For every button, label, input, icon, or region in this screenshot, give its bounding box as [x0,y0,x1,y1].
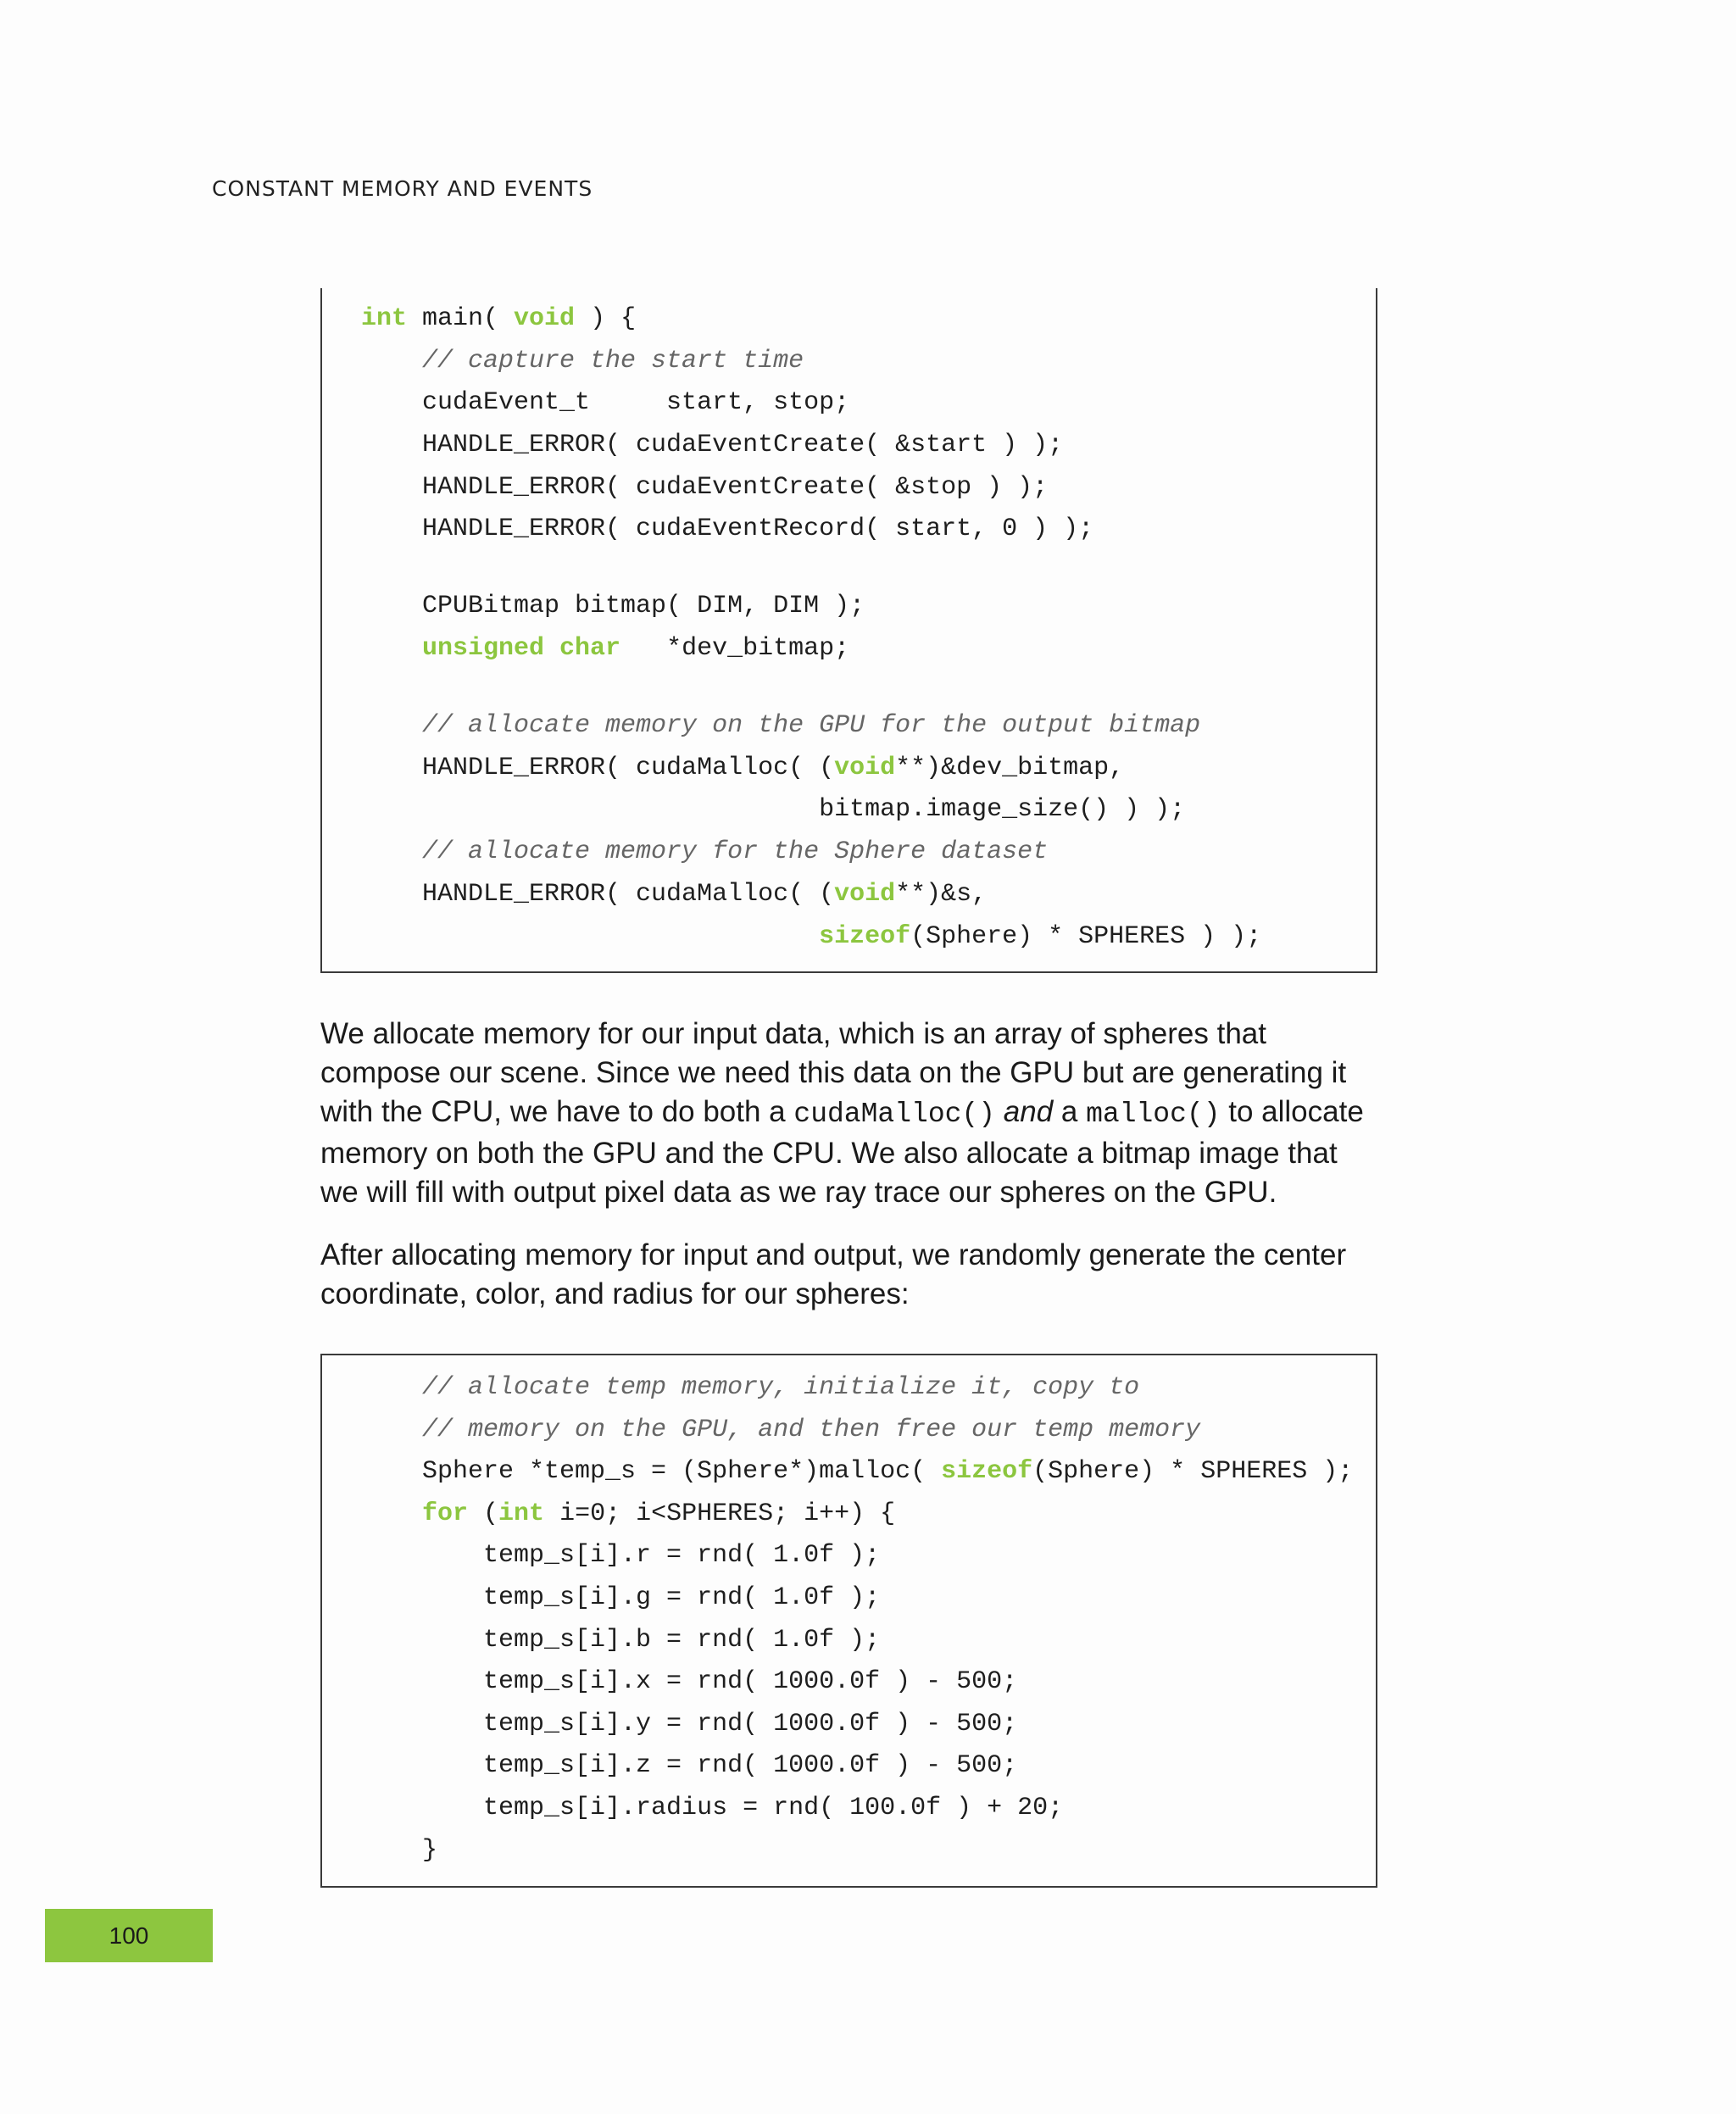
code-keyword: int [498,1499,545,1528]
running-head: CONSTANT MEMORY AND EVENTS [212,176,593,201]
code-text: (Sphere) * SPHERES ) ); [910,922,1262,951]
code-text: temp_s[i].z = rnd( 1000.0f ) - 500; [361,1751,1018,1781]
code-line [361,1709,1017,1739]
code-line [361,921,1261,952]
code-line [361,1583,880,1613]
code-comment: // memory on the GPU, and then free our temp memory [361,1415,1201,1444]
code-line [361,1499,895,1529]
code-text: temp_s[i].x = rnd( 1000.0f ) - 500; [361,1667,1018,1697]
code-comment: // capture the start time [361,347,804,376]
code-block-temp-spheres [320,1354,1377,1888]
code-comment: // allocate memory on the GPU for the output bitmap [361,711,1201,740]
paragraph-memory-allocation [320,1015,1380,1212]
code-comment: // allocate temp memory, initialize it, copy to [361,1373,1140,1402]
code-text: ( [468,1499,499,1528]
paragraph-text [995,1095,1004,1128]
code-line [361,1793,1063,1823]
code-text [361,922,819,951]
code-line [361,794,1185,825]
code-text [361,1499,422,1528]
code-line [361,710,1200,741]
code-text: i=0; i<SPHERES; i++) { [544,1499,896,1528]
code-text: Sphere *temp_s = (Sphere*)malloc( [361,1457,942,1487]
code-keyword: sizeof [941,1457,1033,1487]
code-text [361,634,422,663]
code-keyword: void [834,880,896,909]
code-text: HANDLE_ERROR( cudaMalloc( ( [361,754,835,782]
paragraph-random-generation: After allocating memory for input and output, we randomly generate the center coordinate, color, and radius for our spheres: [320,1238,1347,1310]
code-comment: // allocate memory for the Sphere dataset [361,837,1049,866]
code-line [361,1666,1017,1697]
code-text: **)&s, [895,880,988,909]
code-text: temp_s[i].g = rnd( 1.0f ); [361,1583,881,1612]
code-block-main [320,288,1377,973]
code-keyword: void [514,304,576,333]
code-line [361,346,804,376]
code-line [361,1540,880,1571]
code-line [361,514,1093,544]
code-text: temp_s[i].b = rnd( 1.0f ); [361,1625,881,1655]
code-text: HANDLE_ERROR( cudaEventRecord( start, 0 ) ); [361,515,1094,543]
code-line [361,1750,1017,1781]
code-text: CPUBitmap bitmap( DIM, DIM ); [361,592,865,620]
code-keyword: sizeof [819,922,911,951]
code-text: HANDLE_ERROR( cudaMalloc( ( [361,880,835,909]
code-text: temp_s[i].r = rnd( 1.0f ); [361,1541,881,1571]
code-keyword: void [834,754,896,782]
emphasis-and: and [1003,1095,1054,1128]
code-text: (Sphere) * SPHERES ); [1032,1457,1354,1487]
code-line [361,591,865,621]
code-line [361,472,1048,503]
code-text: HANDLE_ERROR( cudaEventCreate( &start ) ); [361,431,1064,459]
code-text: temp_s[i].y = rnd( 1000.0f ) - 500; [361,1709,1018,1738]
code-line [361,1415,1200,1445]
code-keyword: unsigned char [422,634,621,663]
inline-code-malloc: malloc() [1086,1099,1221,1130]
code-text: main( [407,304,515,333]
inline-code-cudamalloc: cudaMalloc() [793,1099,996,1130]
code-line [361,430,1063,460]
code-keyword: for [422,1499,469,1528]
code-text: HANDLE_ERROR( cudaEventCreate( &stop ) ); [361,473,1049,502]
code-text: } [361,1835,438,1865]
paragraph-text: a [1053,1095,1087,1128]
code-text: **)&dev_bitmap, [895,754,1125,782]
code-text: bitmap.image_size() ) ); [361,795,1186,824]
code-keyword: int [361,304,408,333]
code-line [361,837,1048,867]
code-text: cudaEvent_t start, stop; [361,388,850,417]
paragraph-text: to allocate memory on both the GPU and the CPU. We also allocate a bitmap image that we will fill with output pixel data as we ray trace our spheres on the GPU. [320,1095,1364,1209]
code-line [361,879,987,910]
code-text: ) { [575,304,637,333]
code-text: temp_s[i].radius = rnd( 100.0f ) + 20; [361,1794,1064,1822]
code-line [361,303,636,334]
code-line [361,633,849,664]
code-line [361,1372,1139,1403]
code-line [361,1835,437,1866]
code-line [361,753,1124,783]
page-number-tab [45,1909,213,1962]
code-text: *dev_bitmap; [620,634,850,663]
page-number: 100 [108,1922,149,1949]
paragraph-text: We allocate memory for our input data, which is an array of spheres that compose our scene. Since we need this data on the GPU but are generating it with the CPU, we have to do both a [320,1017,1347,1128]
code-line [361,1625,880,1655]
code-line [361,387,849,418]
code-line [361,1456,1353,1487]
